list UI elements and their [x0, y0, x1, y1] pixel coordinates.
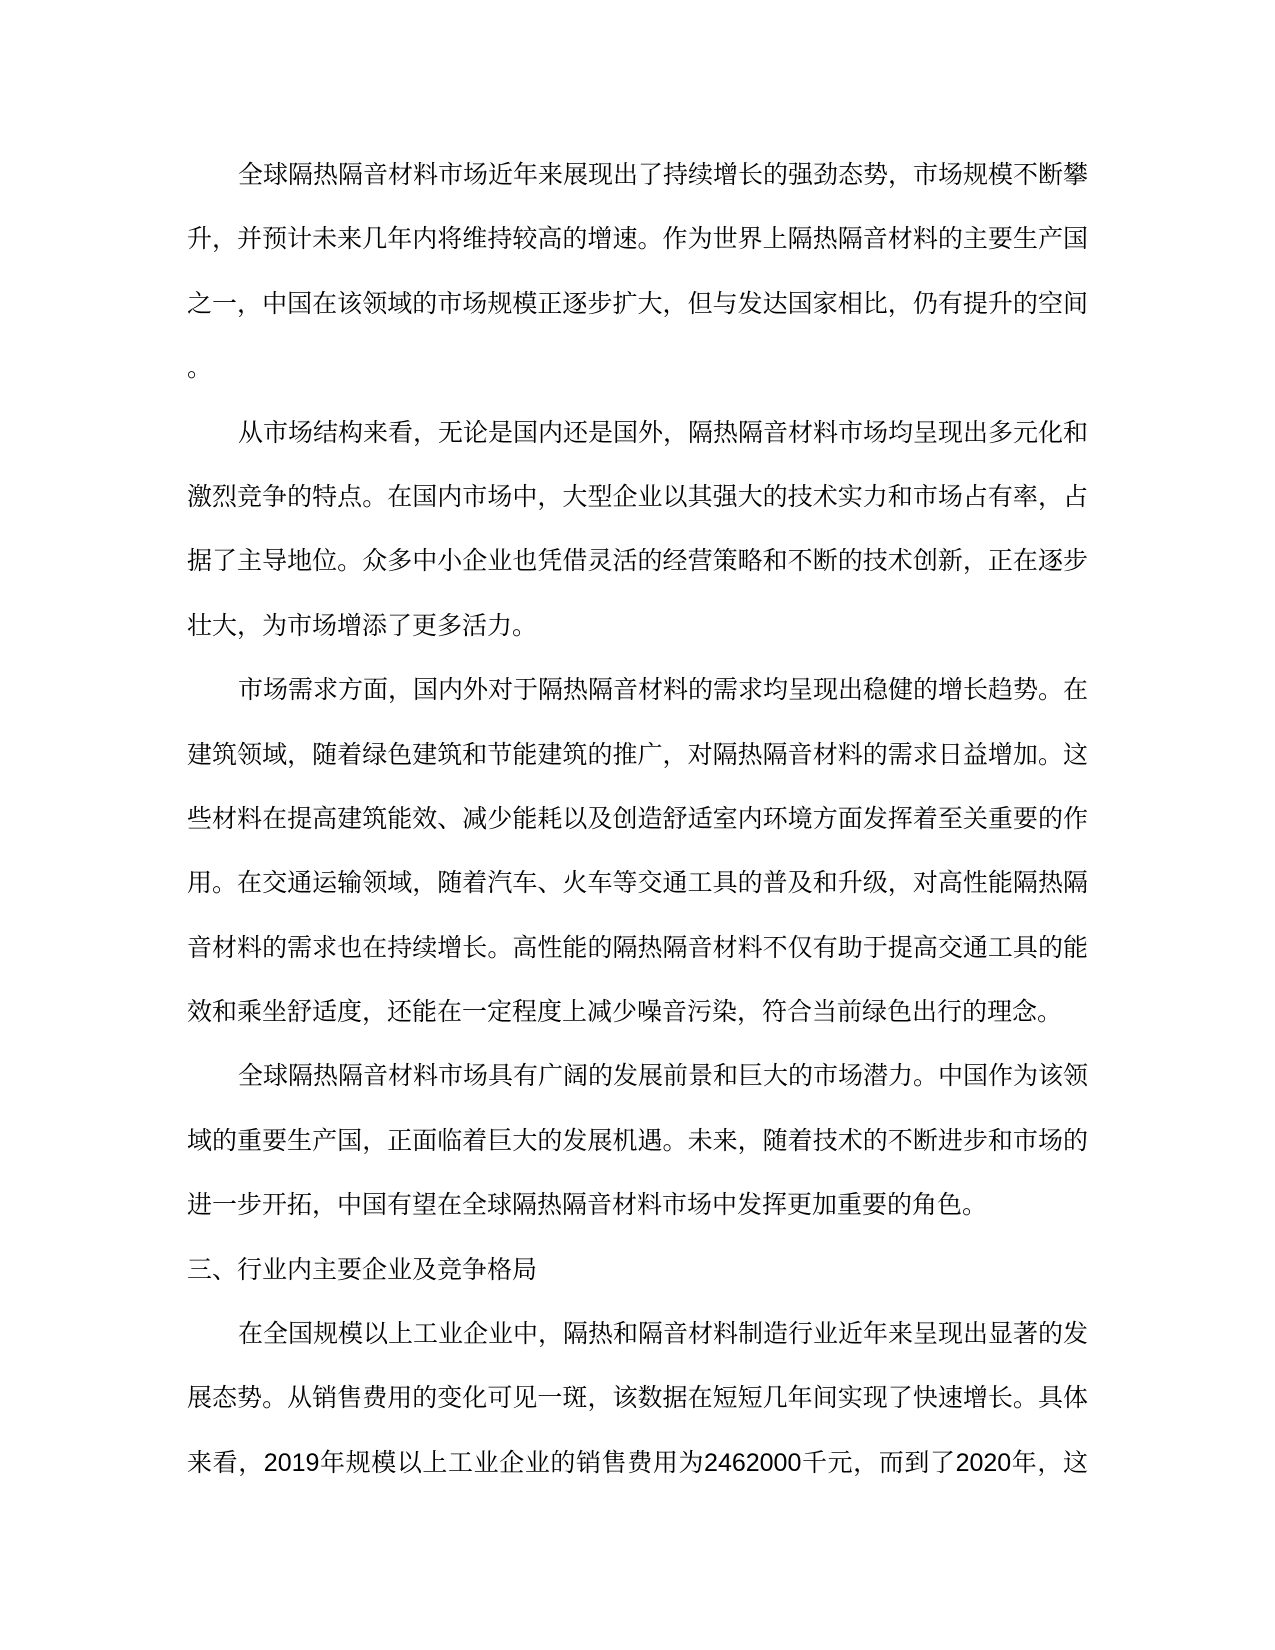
text-line: 全球隔热隔音材料市场近年来展现出了持续增长的强劲态势，市场规模不断攀 — [238, 161, 1089, 189]
text-line: 进一步开拓，中国有望在全球隔热隔音材料市场中发挥更加重要的角色。 — [187, 1191, 988, 1220]
text-line: 效和乘坐舒适度，还能在一定程度上减少噪音污染，符合当前绿色出行的理念。 — [187, 998, 1063, 1027]
text-line: 据了主导地位。众多中小企业也凭借灵活的经营策略和不断的技术创新，正在逐步 — [187, 547, 1088, 576]
text-line: 壮大，为市场增添了更多活力。 — [187, 611, 538, 640]
text-line: 激烈竞争的特点。在国内市场中，大型企业以其强大的技术实力和市场占有率，占 — [187, 482, 1088, 511]
text-line: 用。在交通运输领域，随着汽车、火车等交通工具的普及和升级，对高性能隔热隔 — [187, 869, 1088, 898]
text-line: 从市场结构来看，无论是国内还是国外，隔热隔音材料市场均呈现出多元化和 — [238, 418, 1089, 447]
text-line: 展态势。从销售费用的变化可见一斑，该数据在短短几年间实现了快速增长。具体 — [187, 1384, 1088, 1413]
text-line: 域的重要生产国，正面临着巨大的发展机遇。未来，随着技术的不断进步和市场的 — [187, 1126, 1088, 1155]
text-line: 之一，中国在该领域的市场规模正逐步扩大，但与发达国家相比，仍有提升的空间 — [187, 289, 1088, 318]
text-line: 些材料在提高建筑能效、减少能耗以及创造舒适室内环境方面发挥着至关重要的作 — [187, 804, 1088, 833]
body-paragraph — [187, 401, 1088, 659]
text-line: 来看，2019年规模以上工业企业的销售费用为2462000千元，而到了2020年，这 — [187, 1448, 1088, 1477]
section-heading — [187, 1238, 1088, 1302]
body-paragraph — [187, 1044, 1088, 1237]
body-paragraph — [187, 658, 1088, 1044]
body-paragraph — [187, 1302, 1088, 1495]
text-line: 市场需求方面，国内外对于隔热隔音材料的需求均呈现出稳健的增长趋势。在 — [238, 676, 1089, 705]
text-line: 在全国规模以上工业企业中，隔热和隔音材料制造行业近年来呈现出显著的发 — [238, 1320, 1089, 1349]
text-line: 升，并预计未来几年内将维持较高的增速。作为世界上隔热隔音材料的主要生产国 — [187, 225, 1088, 254]
page-content — [187, 143, 1088, 1495]
text-line: 三、行业内主要企业及竞争格局 — [187, 1255, 538, 1284]
text-line: 建筑领域，随着绿色建筑和节能建筑的推广，对隔热隔音材料的需求日益增加。这 — [187, 740, 1088, 769]
text-line: 。 — [187, 354, 213, 383]
body-paragraph — [187, 143, 1088, 401]
text-line: 音材料的需求也在持续增长。高性能的隔热隔音材料不仅有助于提高交通工具的能 — [187, 933, 1088, 962]
text-line: 全球隔热隔音材料市场具有广阔的发展前景和巨大的市场潜力。中国作为该领 — [238, 1062, 1089, 1091]
